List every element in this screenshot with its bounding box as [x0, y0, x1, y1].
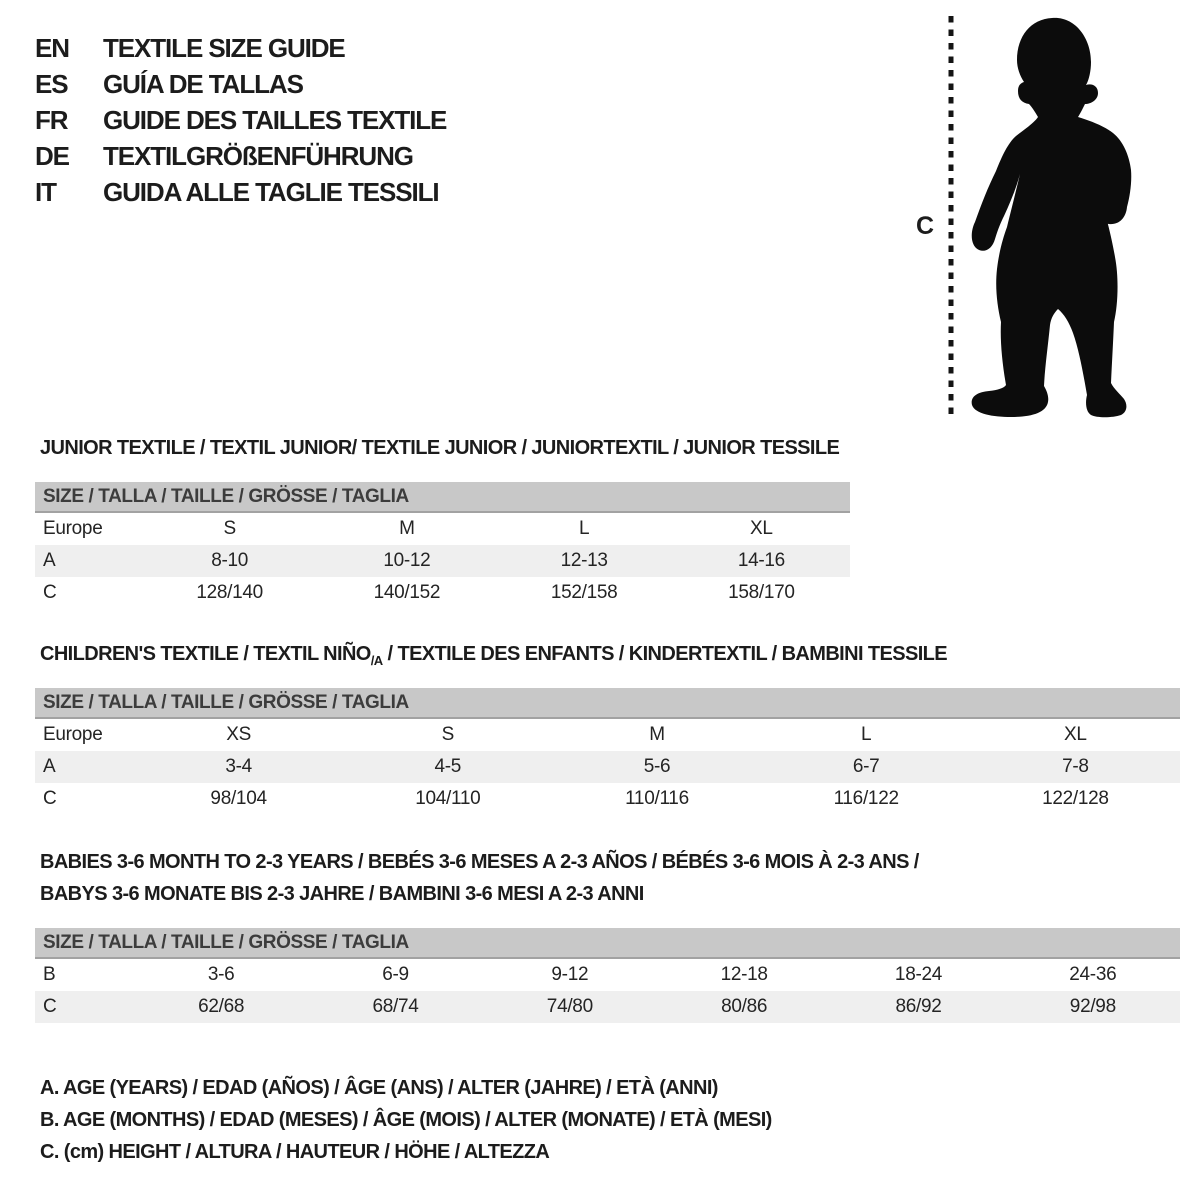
row-label: A	[43, 756, 56, 777]
column-header: M	[399, 518, 415, 539]
cell: 98/104	[210, 788, 267, 809]
babies-section-title	[40, 846, 919, 910]
cell: 68/74	[372, 996, 419, 1017]
cell: 5-6	[643, 756, 671, 777]
cell: 62/68	[198, 996, 245, 1017]
cell: 4-5	[434, 756, 462, 777]
cell: 24-36	[1069, 964, 1117, 985]
column-header: XL	[1064, 724, 1087, 745]
cell: 10-12	[383, 550, 431, 571]
babies-table-section	[35, 928, 1180, 1023]
column-header: Europe	[43, 724, 103, 745]
column-header: Europe	[43, 518, 103, 539]
legend-footnotes	[40, 1072, 772, 1168]
cell: 12-18	[720, 964, 768, 985]
cell: 86/92	[895, 996, 942, 1017]
column-header: S	[223, 518, 236, 539]
children-table-section	[35, 688, 1180, 815]
toddler-silhouette-icon	[940, 0, 1200, 430]
lang-label: TEXTILGRÖßENFÜHRUNG	[103, 140, 413, 171]
cell: 7-8	[1062, 756, 1089, 777]
babies-table	[35, 959, 1180, 1023]
babies-row-height	[35, 991, 1180, 1023]
children-row-height	[35, 783, 1180, 815]
cell: 3-4	[225, 756, 252, 777]
children-title-post: / TEXTILE DES ENFANTS / KINDERTEXTIL / BAMBINI TESSILE	[382, 643, 948, 665]
junior-section-title: JUNIOR TEXTILE / TEXTIL JUNIOR/ TEXTILE JUNIOR / JUNIORTEXTIL / JUNIOR TESSILE	[40, 437, 840, 459]
lang-row-it	[35, 174, 446, 210]
junior-table-section	[35, 482, 850, 609]
children-table	[35, 719, 1180, 815]
children-row-age	[35, 751, 1180, 783]
column-header: L	[861, 724, 872, 745]
language-title-block	[35, 30, 446, 210]
cell: 18-24	[894, 964, 943, 985]
lang-label: GUIDA ALLE TAGLIE TESSILI	[103, 176, 439, 207]
lang-code: EN	[35, 32, 69, 63]
cell: 74/80	[546, 996, 593, 1017]
children-columns-row	[35, 719, 1180, 751]
column-header: L	[578, 518, 590, 539]
cell: 122/128	[1042, 788, 1109, 809]
children-title-sub: /A	[370, 653, 383, 668]
junior-table	[35, 513, 850, 609]
row-label: B	[43, 964, 56, 985]
row-label: C	[43, 996, 57, 1017]
lang-code: ES	[35, 68, 68, 99]
babies-row-months	[35, 959, 1180, 991]
cell: 158/170	[728, 582, 795, 603]
cell: 110/116	[625, 788, 689, 809]
children-title-pre: CHILDREN'S TEXTILE / TEXTIL NIÑO	[40, 643, 371, 665]
lang-code: DE	[35, 140, 69, 171]
cell: 92/98	[1069, 996, 1116, 1017]
junior-columns-row	[35, 513, 850, 545]
cell: 6-7	[852, 756, 880, 777]
lang-row-fr	[35, 102, 446, 138]
lang-label: GUÍA DE TALLAS	[103, 68, 303, 99]
cell: 116/122	[833, 788, 899, 809]
cell: 6-9	[382, 964, 409, 985]
lang-label: GUIDE DES TAILLES TEXTILE	[103, 104, 447, 135]
lang-label: TEXTILE SIZE GUIDE	[103, 32, 345, 63]
column-header: M	[649, 724, 665, 745]
lang-code: FR	[35, 104, 68, 135]
lang-code: IT	[35, 176, 56, 207]
cell: 104/110	[415, 788, 481, 809]
cell: 9-12	[551, 964, 589, 985]
cell: 128/140	[196, 582, 263, 603]
babies-size-header-bar: SIZE / TALLA / TAILLE / GRÖSSE / TAGLIA	[35, 928, 1180, 959]
junior-row-age	[35, 545, 850, 577]
height-measure-label: C	[916, 212, 935, 240]
column-header: XL	[750, 518, 773, 539]
row-label: C	[43, 788, 57, 809]
cell: 140/152	[373, 582, 441, 603]
cell: 80/86	[721, 996, 768, 1017]
cell: 3-6	[207, 964, 235, 985]
babies-title-line2: BABYS 3-6 MONATE BIS 2-3 JAHRE / BAMBINI 3-6 MESI A 2-3 ANNI	[40, 883, 644, 905]
junior-size-header-bar: SIZE / TALLA / TAILLE / GRÖSSE / TAGLIA	[35, 482, 850, 513]
lang-row-es	[35, 66, 446, 102]
row-label: C	[43, 582, 57, 603]
footnote-age-months: B. AGE (MONTHS) / EDAD (MESES) / ÂGE (MOIS) / ALTER (MONATE) / ETÀ (MESI)	[40, 1109, 772, 1131]
children-section-title	[40, 643, 947, 668]
footnote-age-years: A. AGE (YEARS) / EDAD (AÑOS) / ÂGE (ANS) / ALTER (JAHRE) / ETÀ (ANNI)	[40, 1077, 718, 1099]
cell: 12-13	[560, 550, 608, 571]
column-header: XS	[226, 724, 251, 745]
lang-row-de	[35, 138, 446, 174]
babies-title-line1: BABIES 3-6 MONTH TO 2-3 YEARS / BEBÉS 3-6 MESES A 2-3 AÑOS / BÉBÉS 3-6 MOIS À 2-3 ANS /	[40, 851, 919, 873]
junior-row-height	[35, 577, 850, 609]
cell: 152/158	[550, 582, 618, 603]
row-label: A	[43, 550, 56, 571]
cell: 8-10	[211, 550, 249, 571]
lang-row-en	[35, 30, 446, 66]
column-header: S	[441, 724, 454, 745]
footnote-height-cm: C. (cm) HEIGHT / ALTURA / HAUTEUR / HÖHE / ALTEZZA	[40, 1141, 550, 1163]
cell: 14-16	[737, 550, 785, 571]
children-size-header-bar: SIZE / TALLA / TAILLE / GRÖSSE / TAGLIA	[35, 688, 1180, 719]
